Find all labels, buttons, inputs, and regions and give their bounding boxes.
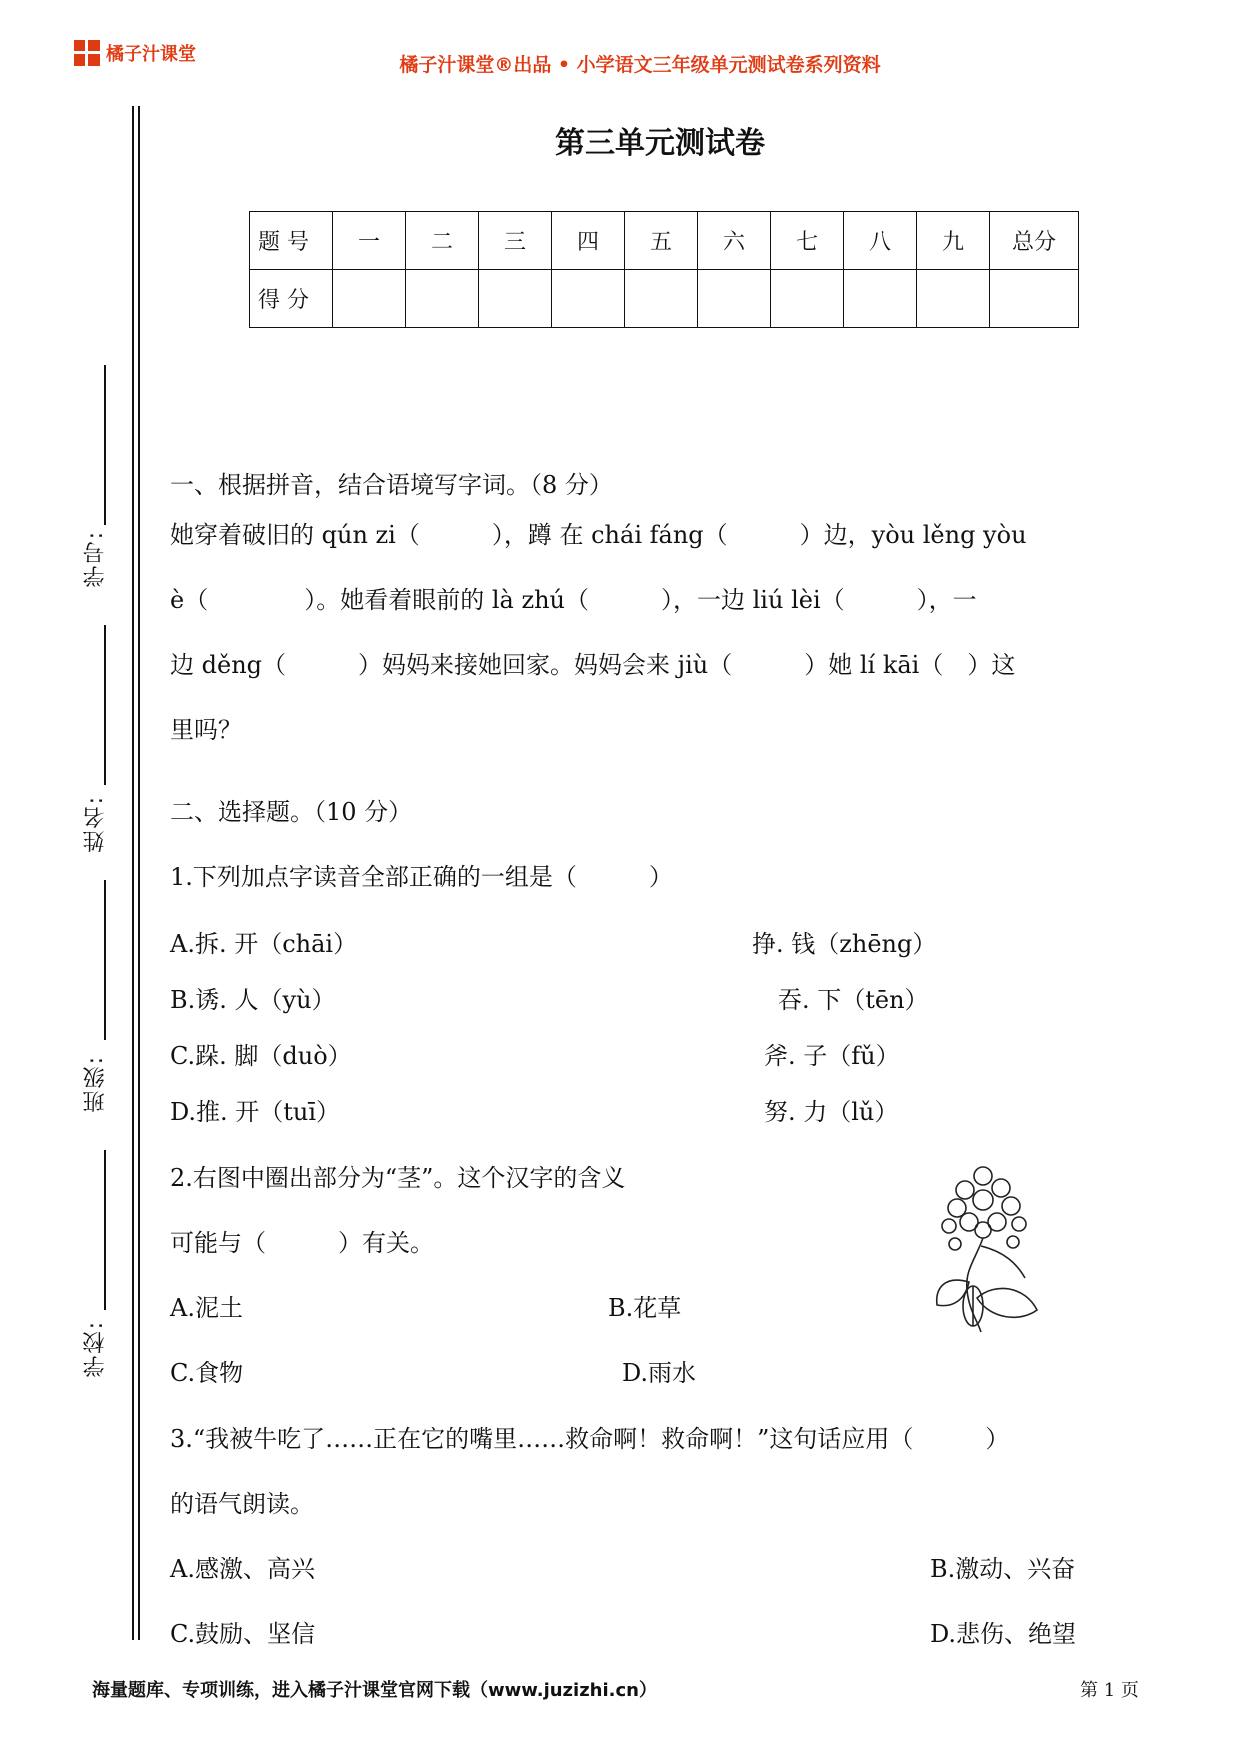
score-cell[interactable] bbox=[625, 270, 698, 328]
score-col-6: 六 bbox=[698, 212, 771, 270]
name-blank bbox=[104, 625, 106, 785]
q2-option-c: C.食物 bbox=[170, 1359, 244, 1387]
score-col-7: 七 bbox=[771, 212, 844, 270]
margin-rule-2 bbox=[138, 106, 140, 1640]
chrysanthemum-illustration bbox=[925, 1160, 1045, 1340]
score-row-label: 得 分 bbox=[250, 270, 333, 328]
score-cell[interactable] bbox=[844, 270, 917, 328]
score-cell[interactable] bbox=[333, 270, 406, 328]
q2-option-b: B.花草 bbox=[608, 1294, 682, 1322]
score-cell[interactable] bbox=[552, 270, 625, 328]
score-cell[interactable] bbox=[479, 270, 552, 328]
score-cell[interactable] bbox=[771, 270, 844, 328]
score-col-1: 一 bbox=[333, 212, 406, 270]
q2-option-d: D.雨水 bbox=[622, 1359, 697, 1387]
q1-option-d-left: D.推. 开（tuī） bbox=[170, 1098, 341, 1126]
q2-option-a: A.泥土 bbox=[170, 1294, 243, 1322]
q1-option-a-right: 挣. 钱（zhēng） bbox=[752, 930, 937, 958]
q3-option-a: A.感激、高兴 bbox=[170, 1555, 315, 1583]
q2-stem-line-1: 2.右图中圈出部分为“茎”。这个汉字的含义 bbox=[170, 1164, 626, 1192]
logo-text: 橘子汁课堂 bbox=[106, 44, 196, 65]
score-col-total: 总分 bbox=[990, 212, 1079, 270]
q3-stem-line-1: 3.“我被牛吃了……正在它的嘴里……救命啊！救命啊！”这句话应用（ ） bbox=[170, 1425, 1010, 1453]
section1-heading: 一、根据拼音，结合语境写字词。（8 分） bbox=[170, 471, 613, 499]
q1-option-b-right: 吞. 下（tēn） bbox=[778, 986, 929, 1014]
score-col-5: 五 bbox=[625, 212, 698, 270]
score-header-row bbox=[250, 212, 1079, 270]
q3-stem-line-2: 的语气朗读。 bbox=[170, 1490, 314, 1518]
q3-option-c: C.鼓励、坚信 bbox=[170, 1620, 316, 1648]
school-blank bbox=[104, 1150, 106, 1310]
page-number: 第 1 页 bbox=[1080, 1680, 1139, 1701]
section1-line-3: 边 děng（ ）妈妈来接她回家。妈妈会来 jiù（ ）她 lí kāi（ ）这 bbox=[170, 651, 1016, 679]
school-label: 学校: bbox=[83, 1320, 108, 1378]
section1-line-1: 她穿着破旧的 qún zi（ ），蹲 在 chái fáng（ ）边，yòu lěng yòu bbox=[170, 521, 1027, 549]
section2-heading: 二、选择题。（10 分） bbox=[170, 798, 413, 826]
q1-stem: 1.下列加点字读音全部正确的一组是（ ） bbox=[170, 863, 673, 891]
class-blank bbox=[104, 880, 106, 1040]
score-col-4: 四 bbox=[552, 212, 625, 270]
q1-option-b-left: B.诱. 人（yù） bbox=[170, 986, 336, 1014]
score-cell[interactable] bbox=[990, 270, 1079, 328]
page-title: 第三单元测试卷 bbox=[555, 126, 765, 161]
score-col-9: 九 bbox=[917, 212, 990, 270]
q1-option-c-right: 斧. 子（fǔ） bbox=[764, 1042, 900, 1070]
margin-rule-1 bbox=[132, 106, 134, 1640]
score-table bbox=[249, 211, 1079, 328]
student-id-blank bbox=[104, 365, 106, 525]
score-col-8: 八 bbox=[844, 212, 917, 270]
q3-option-d: D.悲伤、绝望 bbox=[930, 1620, 1077, 1648]
score-value-row bbox=[250, 270, 1079, 328]
q3-option-b: B.激动、兴奋 bbox=[930, 1555, 1076, 1583]
score-col-3: 三 bbox=[479, 212, 552, 270]
name-label: 姓名: bbox=[83, 795, 108, 853]
q2-stem-line-2: 可能与（ ）有关。 bbox=[170, 1229, 434, 1257]
header-banner: 橘子汁课堂®出品 • 小学语文三年级单元测试卷系列资料 bbox=[399, 54, 881, 76]
section1-line-2: è（ ）。她看着眼前的 là zhú（ ），一边 liú lèi（ ），一 bbox=[170, 586, 977, 614]
class-label: 班级: bbox=[83, 1055, 108, 1113]
student-id-label: 学号: bbox=[83, 530, 108, 588]
score-col-2: 二 bbox=[406, 212, 479, 270]
score-cell[interactable] bbox=[698, 270, 771, 328]
q1-option-a-left: A.拆. 开（chāi） bbox=[170, 930, 358, 958]
score-cell[interactable] bbox=[917, 270, 990, 328]
section1-line-4: 里吗？ bbox=[170, 716, 242, 744]
score-row-label: 题 号 bbox=[250, 212, 333, 270]
q1-option-d-right: 努. 力（lǔ） bbox=[764, 1098, 899, 1126]
q1-option-c-left: C.跺. 脚（duò） bbox=[170, 1042, 352, 1070]
footer-promo: 海量题库、专项训练，进入橘子汁课堂官网下载（www.juzizhi.cn） bbox=[92, 1680, 657, 1701]
score-cell[interactable] bbox=[406, 270, 479, 328]
